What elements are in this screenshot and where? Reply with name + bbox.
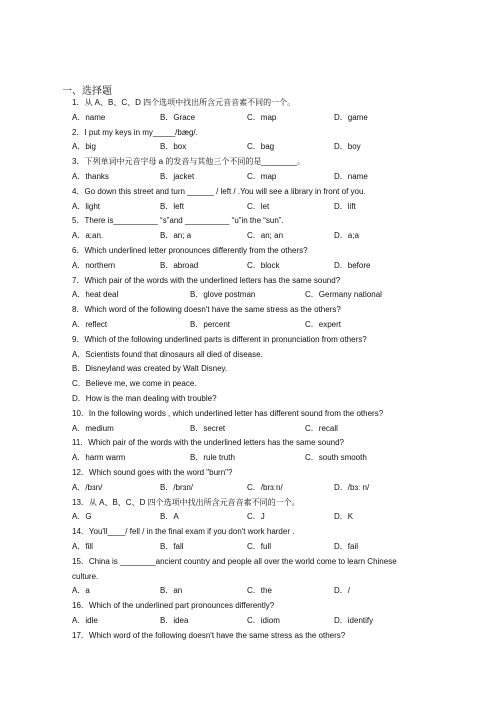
question-text: 3．下列单词中元音字母 a 的发音与其他三个不同的是________。 <box>72 157 305 167</box>
option-text: D．lift <box>334 201 356 211</box>
option-text: B．/brɜn/ <box>160 482 194 492</box>
option-text: A．harm warm <box>72 453 126 463</box>
question-text: 1．从 A、B、C、D 四个选项中找出所含元音音素不同的一个。 <box>72 98 296 107</box>
option-text: C．block <box>247 260 280 270</box>
question-text: 17．Which word of the following doesn't have the same stress as the others? <box>72 630 346 640</box>
option-text: B．box <box>160 142 187 152</box>
option-text: D．game <box>334 112 368 122</box>
option-text: B．percent <box>190 320 231 329</box>
option-text: C．the <box>247 586 272 596</box>
option-text: A．heat deal <box>72 290 119 300</box>
option-text: C．Germany national <box>305 290 382 300</box>
option-text: D．identify <box>334 616 374 625</box>
option-text: A．G <box>72 512 92 522</box>
option-text: A．reflect <box>72 320 108 329</box>
option-text: B．Grace <box>160 112 196 122</box>
option-text: C．J <box>247 512 265 522</box>
option-text: B．rule truth <box>190 453 235 463</box>
question-text: 4．Go down this street and turn ______ / left / .You will see a library in front of you. <box>72 186 366 196</box>
option-text: C．let <box>247 201 270 211</box>
option-text: A．idle <box>72 616 98 625</box>
option-text: C．idiom <box>247 616 280 625</box>
option-text: B．A <box>160 512 179 522</box>
section-title: 一、选择题 <box>62 86 112 97</box>
option-text: C．Believe me, we come in peace. <box>72 379 197 389</box>
option-text: B．idea <box>160 616 189 625</box>
option-text: B．glove postman <box>190 290 256 300</box>
option-text: A．light <box>72 201 101 211</box>
question-text: 15．China is ________ancient country and people all over the world come to learn Chinese <box>72 556 397 566</box>
question-text: 10．In the following words , which underlined letter has different sound from the others? <box>72 408 384 418</box>
option-text: A．a <box>72 586 90 596</box>
option-text: A．name <box>72 112 106 122</box>
option-text: C．full <box>247 542 272 551</box>
option-text: B．secret <box>190 423 226 433</box>
option-text: A．northern <box>72 260 116 270</box>
option-text: B．abroad <box>160 260 199 270</box>
option-text: A．fill <box>72 542 93 551</box>
option-text: B．left <box>160 201 185 211</box>
question-text: 7．Which pair of the words with the underlined letters has the same sound? <box>72 275 341 285</box>
option-text: A．big <box>72 142 97 152</box>
option-text: C．recall <box>305 423 338 433</box>
question-text: 16．Which of the underlined part pronounces differently? <box>72 601 275 611</box>
question-text: 11．Which pair of the words with the underlined letters has the same sound? <box>72 438 344 448</box>
option-text: B．Disneyland was created by Walt Disney. <box>72 364 228 374</box>
option-text: A．thanks <box>72 172 109 181</box>
option-text: C．south smooth <box>305 453 367 463</box>
question-continuation: culture. <box>72 571 99 581</box>
option-text: C．map <box>247 112 277 122</box>
option-text: A．/bɜn/ <box>72 482 103 492</box>
question-text: 14．You'll____/ fell / in the final exam if you don't work harder . <box>72 527 295 537</box>
question-text: 5．There is__________ “s”and __________ “u”in the “sun”. <box>72 216 284 226</box>
option-text: B．jacket <box>160 172 195 181</box>
question-text: 9．Which of the following underlined parts is different in pronunciation from others? <box>72 334 367 344</box>
option-text: D．How is the man dealing with trouble? <box>72 394 217 403</box>
option-text: D．boy <box>334 142 361 152</box>
question-text: 6．Which underlined letter pronounces differently from the others? <box>72 246 308 255</box>
option-text: D．before <box>334 260 371 270</box>
option-text: B．an <box>160 586 183 596</box>
option-text: A．medium <box>72 423 114 433</box>
option-text: B．fall <box>160 542 184 551</box>
question-text: 2．I put my keys in my_____/bæg/. <box>72 127 198 137</box>
option-text: D．a;a <box>334 231 359 241</box>
question-text: 8．Which word of the following doesn't have the same stress as the others? <box>72 305 341 315</box>
option-text: D．/bɜː n/ <box>334 482 370 492</box>
option-text: D．fail <box>334 542 359 551</box>
option-text: C．/brɜːn/ <box>247 482 283 492</box>
question-text: 12．Which sound goes with the word "burn"? <box>72 468 233 477</box>
option-text: C．expert <box>305 320 342 329</box>
option-text: C．map <box>247 172 277 181</box>
option-text: C．bag <box>247 142 275 152</box>
option-text: D．/ <box>334 586 350 596</box>
option-text: A．a;an. <box>72 231 104 241</box>
option-text: B．an; a <box>160 231 192 241</box>
option-text: D．name <box>334 172 368 181</box>
option-text: A．Scientists found that dinosaurs all died of disease. <box>72 349 263 359</box>
option-text: D．K <box>334 512 354 522</box>
option-text: C．an; an <box>247 231 284 241</box>
question-text: 13．从 A、B、C、D 四个选项中找出所含元音音素不同的一个。 <box>72 497 300 507</box>
